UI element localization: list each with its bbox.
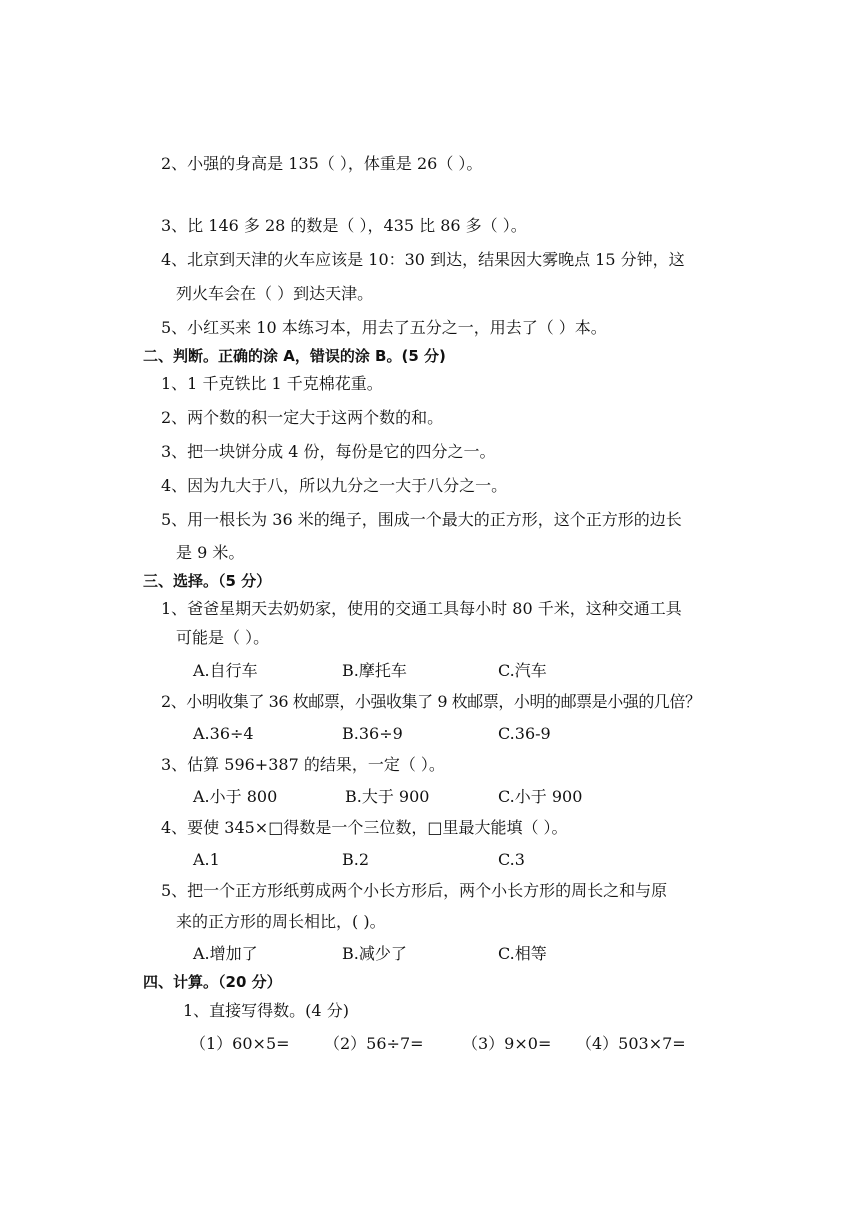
calc-item-2: （2）56÷7= [324,1034,424,1053]
calc-item-4: （4）503×7= [576,1034,686,1053]
fill-question-3: 3、比 146 多 28 的数是（ ），435 比 86 多（ ）。 [161,216,527,235]
fill-question-4-line1: 4、北京到天津的火车应该是 10：30 到达，结果因大雾晚点 15 分钟，这 [161,250,685,269]
judge-question-1: 1、1 千克铁比 1 千克棉花重。 [161,374,383,393]
choice-3-option-c: C.小于 900 [498,787,583,806]
choice-question-4: 4、要使 345×□得数是一个三位数，□里最大能填（ ）。 [161,818,568,837]
choice-question-5-line1: 5、把一个正方形纸剪成两个小长方形后，两个小长方形的周长之和与原 [161,881,668,900]
choice-question-5-line2: 来的正方形的周长相比，( )。 [176,912,386,931]
judge-question-2: 2、两个数的积一定大于这两个数的和。 [161,408,444,427]
choice-5-option-b: B.减少了 [342,944,407,963]
section-heading-choice: 三、选择。（5 分） [143,572,272,590]
fill-question-5: 5、小红买来 10 本练习本，用去了五分之一，用去了（ ）本。 [161,318,607,337]
judge-question-3: 3、把一块饼分成 4 份，每份是它的四分之一。 [161,442,496,461]
choice-2-option-c: C.36-9 [498,724,551,743]
choice-question-3: 3、估算 596+387 的结果，一定（ ）。 [161,755,445,774]
fill-question-4-line2: 列火车会在（ ）到达天津。 [176,284,374,303]
choice-question-2: 2、小明收集了 36 枚邮票，小强收集了 9 枚邮票，小明的邮票是小强的几倍？ [161,692,701,711]
choice-3-option-a: A.小于 800 [193,787,278,806]
fill-question-2: 2、小强的身高是 135（ ），体重是 26（ ）。 [161,154,483,173]
calc-item-1: （1）60×5= [190,1034,290,1053]
section-heading-judge: 二、判断。正确的涂 A，错误的涂 B。(5 分) [143,347,446,365]
choice-1-option-a: A.自行车 [193,661,258,680]
choice-question-1-line2: 可能是（ ）。 [176,628,270,647]
judge-question-5-line1: 5、用一根长为 36 米的绳子，围成一个最大的正方形，这个正方形的边长 [161,510,682,529]
choice-3-option-b: B.大于 900 [345,787,430,806]
choice-1-option-c: C.汽车 [498,661,547,680]
choice-2-option-b: B.36÷9 [342,724,403,743]
judge-question-4: 4、因为九大于八，所以九分之一大于八分之一。 [161,476,508,495]
calc-subsection-1: 1、直接写得数。(4 分) [183,1001,349,1020]
choice-2-option-a: A.36÷4 [193,724,254,743]
calc-item-3: （3）9×0= [462,1034,552,1053]
choice-5-option-a: A.增加了 [193,944,258,963]
judge-question-5-line2: 是 9 米。 [176,543,245,562]
section-heading-calc: 四、计算。（20 分） [143,973,282,991]
choice-5-option-c: C.相等 [498,944,547,963]
choice-4-option-a: A.1 [193,850,220,869]
choice-question-1-line1: 1、爸爸星期天去奶奶家，使用的交通工具每小时 80 千米，这种交通工具 [161,599,682,618]
choice-4-option-b: B.2 [342,850,370,869]
choice-1-option-b: B.摩托车 [342,661,407,680]
choice-4-option-c: C.3 [498,850,525,869]
